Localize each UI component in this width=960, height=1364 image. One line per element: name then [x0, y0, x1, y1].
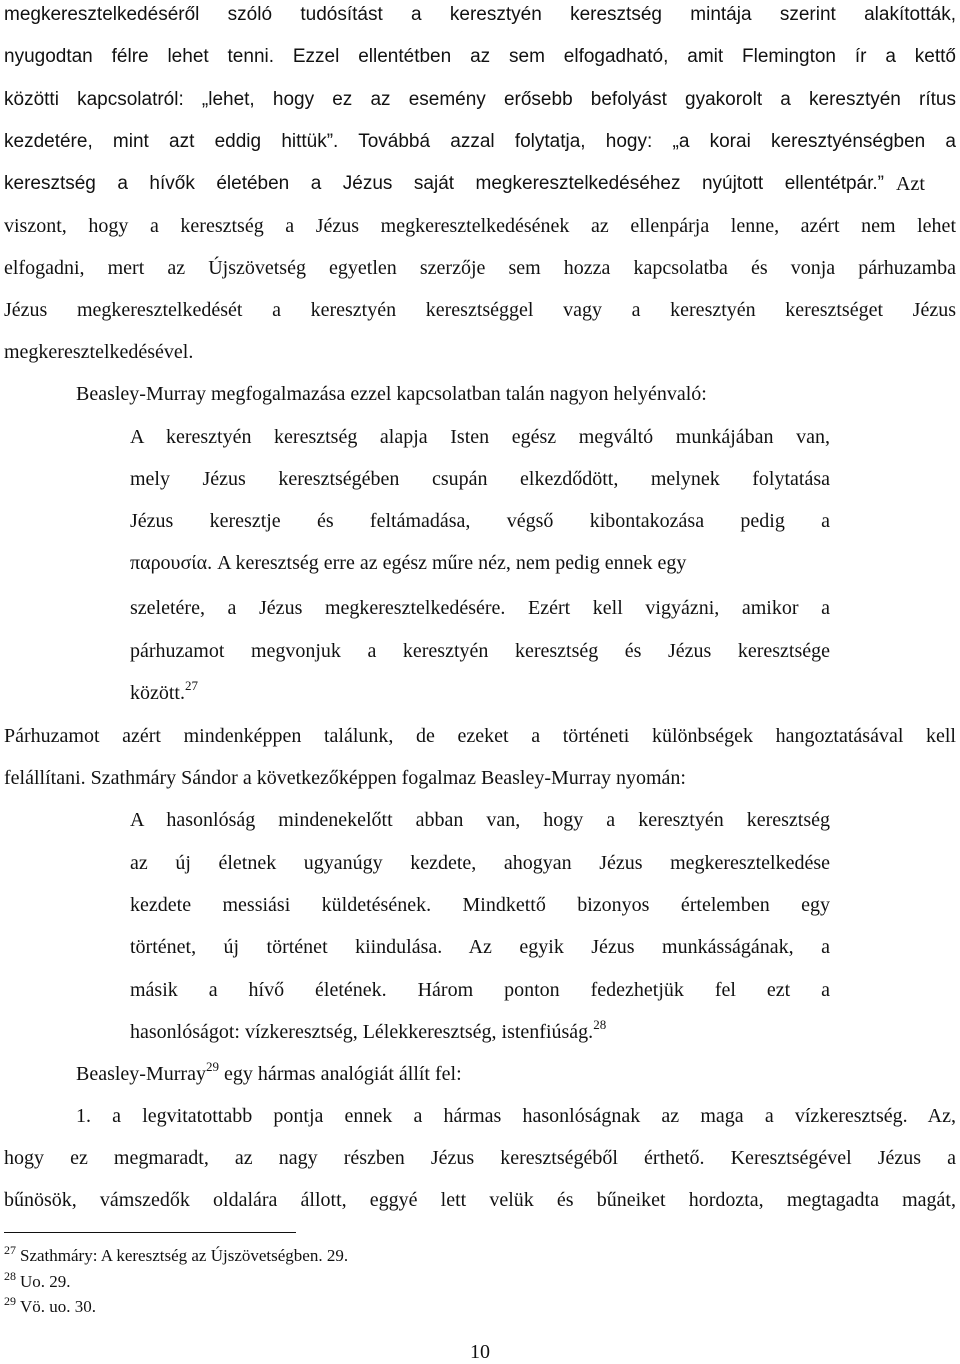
body-line: keresztség a hívők életében a Jézus saját megkeresztelkedéséhez nyújtott ellentétpár.”: [4, 173, 884, 194]
list-line: hogy ez megmaradt, az nagy részben Jézus keresztségéből érthető. Keresztségével Jézus a: [4, 1147, 956, 1169]
list-line: 1. a legvitatottabb pontja ennek a hármas hasonlóságnak az maga a vízkeresztség. Az,: [76, 1105, 956, 1127]
body-line: Beasley-Murray megfogalmazása ezzel kapcsolatban talán nagyon helyénvaló:: [76, 383, 707, 405]
quote-line: az új életnek ugyanúgy kezdete, ahogyan Jézus megkeresztelkedése: [130, 852, 830, 874]
body-line: megkeresztelkedéséről szóló tudósítást a keresztyén keresztség mintája szerint alakították,: [4, 4, 956, 25]
body-line: felállítani. Szathmáry Sándor a következőképpen fogalmaz Beasley-Murray nyomán:: [4, 767, 686, 789]
quote-line-text: között.: [130, 682, 185, 704]
greek-word: παρουσία.: [130, 552, 213, 574]
body-line: kezdetére, mint azt eddig hittük”. Továbbá azzal folytatja, hogy: „a korai keresztyénségben a: [4, 131, 956, 152]
footnote-text: Vö. uo. 30.: [20, 1297, 97, 1316]
quote-line-text: hasonlóságot: vízkeresztség, Lélekkeresztség, istenfiúság.: [130, 1021, 594, 1043]
quote-line: A hasonlóság mindenekelőtt abban van, hogy a keresztyén keresztség: [130, 809, 830, 831]
footnote-text: Szathmáry: A keresztség az Újszövetségben. 29.: [20, 1246, 349, 1265]
footnote-text: Uo. 29.: [20, 1272, 71, 1291]
quote-line: másik a hívő életének. Három ponton fedezhetjük fel ezt a: [130, 979, 830, 1001]
body-line: Jézus megkeresztelkedését a keresztyén keresztséggel vagy a keresztyén keresztséget Jézus: [4, 299, 956, 321]
quote-line: kezdete messiási küldetésének. Mindkettő bizonyos értelemben egy: [130, 894, 830, 916]
body-line: Párhuzamot azért mindenképpen találunk, de ezeket a történeti különbségek hangoztatásával kell: [4, 725, 956, 747]
footnote-ref: 27: [185, 678, 198, 693]
quote-line: [130, 551, 686, 575]
quote-line: [130, 678, 198, 705]
body-line: viszont, hogy a keresztség a Jézus megkeresztelkedésének az ellenpárja lenne, azért nem lehet: [4, 215, 956, 237]
quote-line: történet, új történet kiindulása. Az egyik Jézus munkásságának, a: [130, 936, 830, 958]
quote-line: párhuzamot megvonjuk a keresztyén keresztség és Jézus keresztsége: [130, 640, 830, 662]
quote-line: szeletére, a Jézus megkeresztelkedésére. Ezért kell vigyázni, amikor a: [130, 597, 830, 619]
list-line: bűnösök, vámszedők oldalára állott, eggyé lett velük és bűneiket hordozta, megtagadta magát,: [4, 1189, 956, 1211]
footnote-divider: [4, 1232, 296, 1233]
footnote-number: 27: [4, 1243, 16, 1257]
footnote-ref: 28: [593, 1017, 607, 1032]
footnote-number: 29: [4, 1294, 16, 1308]
footnote-number: 28: [4, 1269, 16, 1283]
quote-line: Jézus keresztje és feltámadása, végső kibontakozása pedig a: [130, 510, 830, 532]
footnote: [4, 1243, 349, 1266]
body-line: megkeresztelkedésével.: [4, 341, 194, 363]
quote-line: [130, 1017, 607, 1044]
footnote-ref: 29: [205, 1059, 219, 1074]
body-line: elfogadni, mert az Újszövetség egyetlen szerzője sem hozza kapcsolatba és vonja párhuzamba: [4, 257, 956, 279]
analogy-rest: egy hármas analógiát állít fel:: [223, 1063, 462, 1085]
quote-line: A keresztyén keresztség alapja Isten egész megváltó munkájában van,: [130, 426, 830, 448]
footnote: [4, 1294, 97, 1317]
body-line-tail: Azt: [896, 173, 925, 195]
quote-line: mely Jézus keresztségében csupán elkezdődött, melynek folytatása: [130, 468, 830, 490]
footnote: [4, 1269, 71, 1292]
analogy-lead: Beasley-Murray: [76, 1063, 206, 1085]
body-line: közötti kapcsolatról: „lehet, hogy ez az esemény erősebb befolyást gyakorolt a keresztyén rítus: [4, 89, 956, 110]
page-number: 10: [470, 1341, 490, 1363]
quote-line-text: A keresztség erre az egész műre néz, nem pedig ennek egy: [217, 552, 687, 574]
body-line: [76, 1059, 462, 1086]
body-line: nyugodtan félre lehet tenni. Ezzel ellentétben az sem elfogadható, amit Flemington ír a kettő: [4, 46, 956, 67]
